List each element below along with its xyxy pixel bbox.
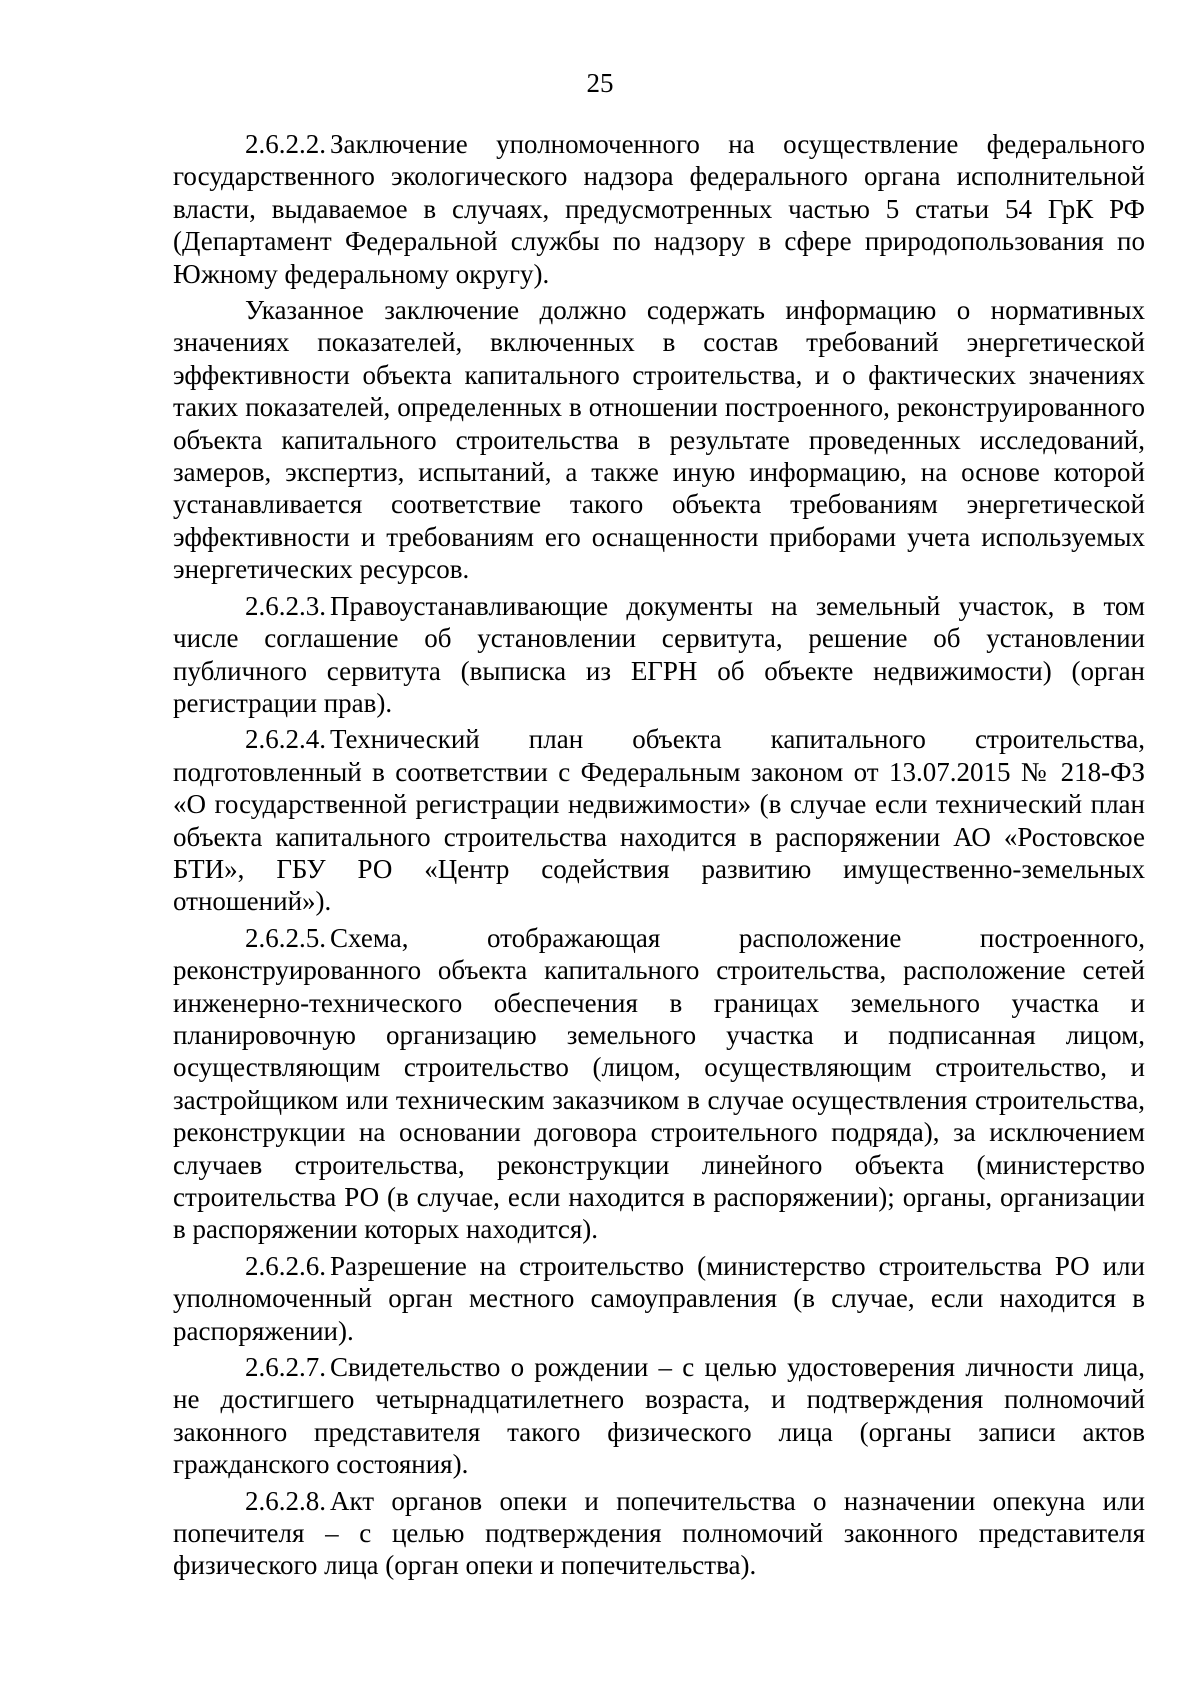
page-number: 25 [586,68,614,98]
paragraph-number: 2.6.2.4. [245,724,326,755]
paragraph-2-6-2-3 [173,590,1145,720]
paragraph-text: Свидетельство о рождении – с целью удостоверения личности лица, не достигшего четырнадцатилетнего возраста, и подтверждения полномочий законного представителя такого физического лица (органы записи актов гражданского состояния). [173,1352,1145,1480]
paragraph-2-6-2-6 [173,1250,1145,1347]
paragraph-energy-efficiency [173,294,1145,586]
paragraph-2-6-2-8 [173,1485,1145,1582]
document-body [173,128,1145,1586]
paragraph-text: Указанное заключение должно содержать информацию о нормативных значениях показателей, включенных в состав требований энергетической эффективности объекта капитального строительства, и о фактических значениях таких показателей, определенных в отношении построенного, реконструированного объекта капитального строительства в результате проведенных исследований, замеров, экспертиз, испытаний, а также иную информацию, на основе которой устанавливается соответствие такого объекта требованиям энергетической эффективности и требованиям его оснащенности приборами учета используемых энергетических ресурсов. [173,295,1145,585]
paragraph-text: Схема, отображающая расположение построенного, реконструированного объекта капитального строительства, расположение сетей инженерно-технического обеспечения в границах земельного участка и планировочную организацию земельного участка и подписанная лицом, осуществляющим строительство (лицом, осуществляющим строительство, и застройщиком или техническим заказчиком в случае осуществления строительства, реконструкции на основании договора строительного подряда), за исключением случаев строительства, реконструкции линейного объекта (министерство строительства РО (в случае, если находится в распоряжении); органы, организации в распоряжении которых находится). [173,922,1145,1245]
paragraph-2-6-2-4 [173,723,1145,917]
paragraph-text: Заключение уполномоченного на осуществление федерального государственного экологического надзора федерального органа исполнительной власти, выдаваемое в случаях, предусмотренных частью 5 статьи 54 ГрК РФ (Департамент Федеральной службы по надзору в сфере природопользования по Южному федеральному округу). [173,129,1145,289]
paragraph-text: Технический план объекта капитального строительства, подготовленный в соответствии с Федеральным законом от 13.07.2015 № 218-ФЗ «О государственной регистрации недвижимости» (в случае если технический план объекта капитального строительства находится в распоряжении АО «Ростовское БТИ», ГБУ РО «Центр содействия развитию имущественно-земельных отношений»). [173,724,1145,917]
paragraph-number: 2.6.2.8. [245,1485,326,1516]
paragraph-number: 2.6.2.7. [245,1352,326,1383]
paragraph-2-6-2-7 [173,1351,1145,1481]
paragraph-text: Разрешение на строительство (министерство строительства РО или уполномоченный орган местного самоуправления (в случае, если находится в распоряжении). [173,1250,1145,1346]
paragraph-number: 2.6.2.3. [245,590,326,621]
paragraph-2-6-2-2 [173,128,1145,290]
paragraph-text: Акт органов опеки и попечительства о назначении опекуна или попечителя – с целью подтверждения полномочий законного представителя физического лица (орган опеки и попечительства). [173,1485,1145,1581]
paragraph-text: Правоустанавливающие документы на земельный участок, в том числе соглашение об установлении сервитута, решение об установлении публичного сервитута (выписка из ЕГРН об объекте недвижимости) (орган регистрации прав). [173,590,1145,718]
paragraph-2-6-2-5 [173,922,1145,1246]
paragraph-number: 2.6.2.5. [245,922,326,953]
paragraph-number: 2.6.2.2. [245,129,326,159]
paragraph-number: 2.6.2.6. [245,1250,326,1281]
